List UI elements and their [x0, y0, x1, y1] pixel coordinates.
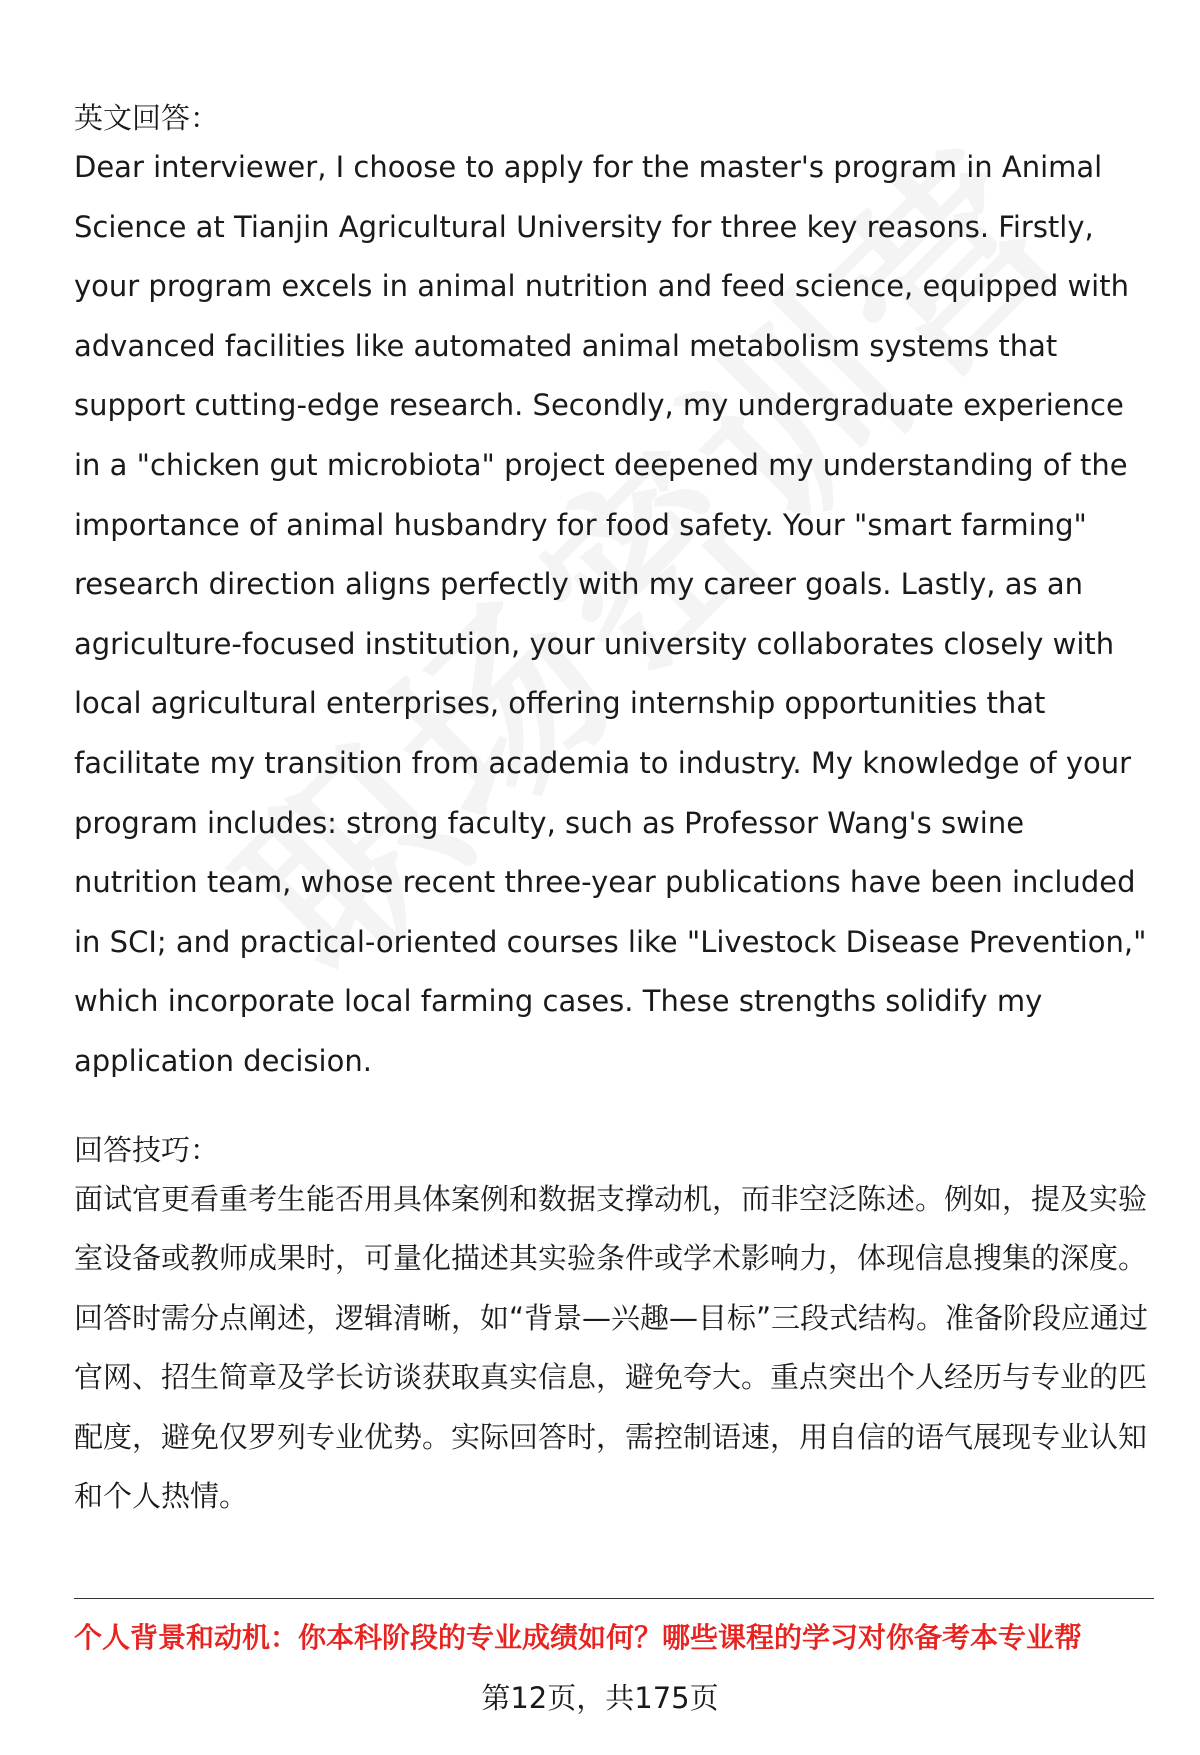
english-answer-label: 英文回答：: [74, 101, 220, 135]
tips-text: 面试官更看重考生能否用具体案例和数据支撑动机，而非空泛陈述。例如，提及实验室设备或教师成果时，可量化描述其实验条件或学术影响力，体现信息搜集的深度。回答时需分点阐述，逻辑清晰，如“背景—兴趣—目标”三段式结构。准备阶段应通过官网、招生简章及学长访谈获取真实信息，避免夸大。重点突出个人经历与专业的匹配度，避免仅罗列专业优势。实际回答时，需控制语速，用自信的语气展现专业认知和个人热情。: [74, 1181, 1149, 1514]
tips-section: [74, 1130, 1154, 1528]
page-number: 第12页，共175页: [481, 1681, 719, 1715]
tips-label: 回答技巧：: [74, 1132, 220, 1167]
document-body: [74, 98, 1154, 1527]
english-answer-text: Dear interviewer, I choose to apply for the master's program in Animal Science at Tianjin Agricultural University for three key reasons. Firstly, your program excels in animal nutrition and feed science, equipped with advanced facilities like automated animal metabolism systems that support cutting-edge research. Secondly, my undergraduate experience in a "chicken gut microbiota" project deepened my understanding of the importance of animal husbandry for food safety. Your "smart farming" research direction aligns perfectly with my career goals. Lastly, as an agriculture-focused institution, your university collaborates closely with local agricultural enterprises, offering internship opportunities that facilitate my transition from academia to industry. My knowledge of your program includes: strong faculty, such as Professor Wang's swine nutrition team, whose recent three-year publications have been included in SCI; and practical-oriented courses like "Livestock Disease Prevention," which incorporate local farming cases. These strengths solidify my application decision.: [74, 150, 1147, 1078]
divider: [74, 1598, 1154, 1599]
next-question-heading: 个人背景和动机：你本科阶段的专业成绩如何？哪些课程的学习对你备考本专业帮: [74, 1621, 1083, 1654]
